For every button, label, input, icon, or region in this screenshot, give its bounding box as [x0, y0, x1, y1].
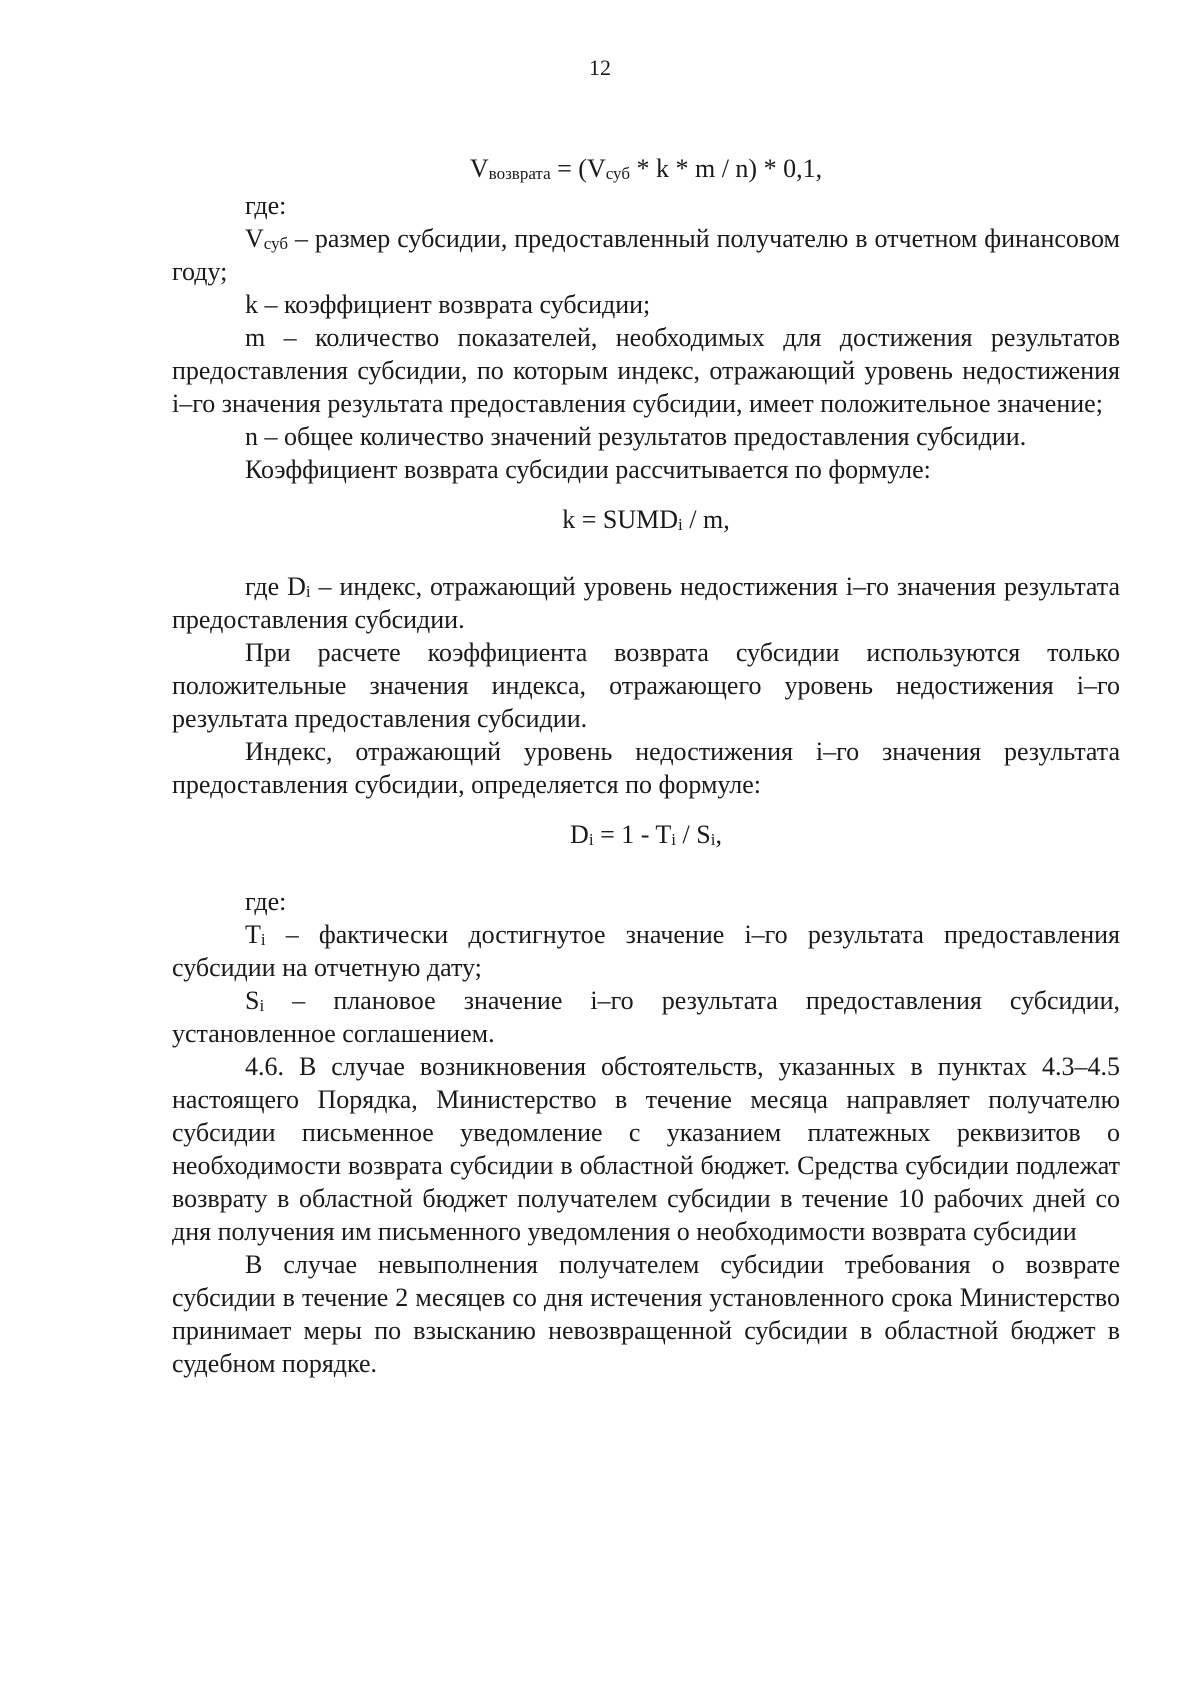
paragraph-index: Индекс, отражающий уровень недостижения i–го значения результата предоставления субсидии, определяется по формуле:	[172, 737, 1120, 799]
formula-subscript: i	[671, 830, 677, 849]
formula-v-return	[172, 152, 1120, 185]
symbol: T	[245, 920, 261, 949]
where-label: где:	[245, 887, 287, 916]
subscript: суб	[263, 234, 289, 253]
definition-text: – плановое значение i–го результата предоставления субсидии, установленное соглашением.	[172, 986, 1120, 1048]
formula-di	[172, 818, 1120, 851]
formula-symbol: V	[469, 154, 489, 183]
subscript: i	[305, 582, 311, 601]
formula-part: ,	[715, 820, 722, 849]
definition-n: n – общее количество значений результатов предоставления субсидии.	[245, 422, 1027, 451]
definition-text: – размер субсидии, предоставленный получателю в отчетном финансовом году;	[172, 224, 1120, 286]
formula-part: k = SUMD	[562, 505, 679, 534]
definition-m: m – количество показателей, необходимых для достижения результатов предоставления субсидии, по которым индекс, отражающий уровень недостижения i–го значения результата предоставления субсидии, имеет положительное значение;	[172, 323, 1120, 418]
formula-part: = (V	[550, 154, 606, 183]
formula-part: * k * m / n) * 0,1,	[629, 154, 823, 183]
where-label: где:	[245, 191, 287, 220]
symbol: V	[245, 224, 264, 253]
page-number: 12	[589, 55, 611, 80]
formula-part: = 1 - T	[593, 820, 672, 849]
definition-text: – индекс, отражающий уровень недостижения i–го значения результата предоставления субсидии.	[172, 572, 1120, 634]
formula-part: D	[570, 820, 589, 849]
paragraph-positive-values: При расчете коэффициента возврата субсидии используются только положительные значения индекса, отражающего уровень недостижения i–го результата предоставления субсидии.	[172, 638, 1120, 733]
definition-di	[172, 570, 1120, 636]
definition-text: – фактически достигнутое значение i–го результата предоставления субсидии на отчетную дату;	[172, 920, 1120, 982]
k-formula-intro: Коэффициент возврата субсидии рассчитывается по формуле:	[245, 455, 931, 484]
subscript: i	[259, 996, 265, 1015]
formula-subscript: i	[588, 830, 594, 849]
definition-si	[172, 984, 1120, 1050]
paragraph-4-6: 4.6. В случае возникновения обстоятельств, указанных в пунктах 4.3–4.5 настоящего Порядка, Министерство в течение месяца направляет получателю субсидии письменное уведомление с указанием платежных реквизитов о необходимости возврата субсидии в областной бюджет. Средства субсидии подлежат возврату в областной бюджет получателем субсидии в течение 10 рабочих дней со дня получения им письменного уведомления о необходимости возврата субсидии	[172, 1052, 1120, 1246]
symbol: S	[245, 986, 260, 1015]
formula-subscript: i	[710, 830, 716, 849]
formula-subscript: i	[678, 515, 683, 534]
subscript: i	[260, 930, 266, 949]
formula-k	[172, 503, 1120, 536]
formula-subscript: возврата	[488, 164, 551, 183]
formula-part: / S	[676, 820, 711, 849]
formula-subscript: суб	[605, 164, 630, 183]
definition-vsub	[172, 222, 1120, 288]
definition-text: где D	[245, 572, 306, 601]
document-body	[172, 152, 1120, 1380]
definition-k: k – коэффициент возврата субсидии;	[245, 290, 651, 319]
definition-ti	[172, 918, 1120, 984]
paragraph-court-recovery: В случае невыполнения получателем субсидии требования о возврате субсидии в течение 2 месяцев со дня истечения установленного срока Министерство принимает меры по взысканию невозвращенной субсидии в областной бюджет в судебном порядке.	[172, 1250, 1120, 1378]
formula-part: / m,	[682, 505, 730, 534]
